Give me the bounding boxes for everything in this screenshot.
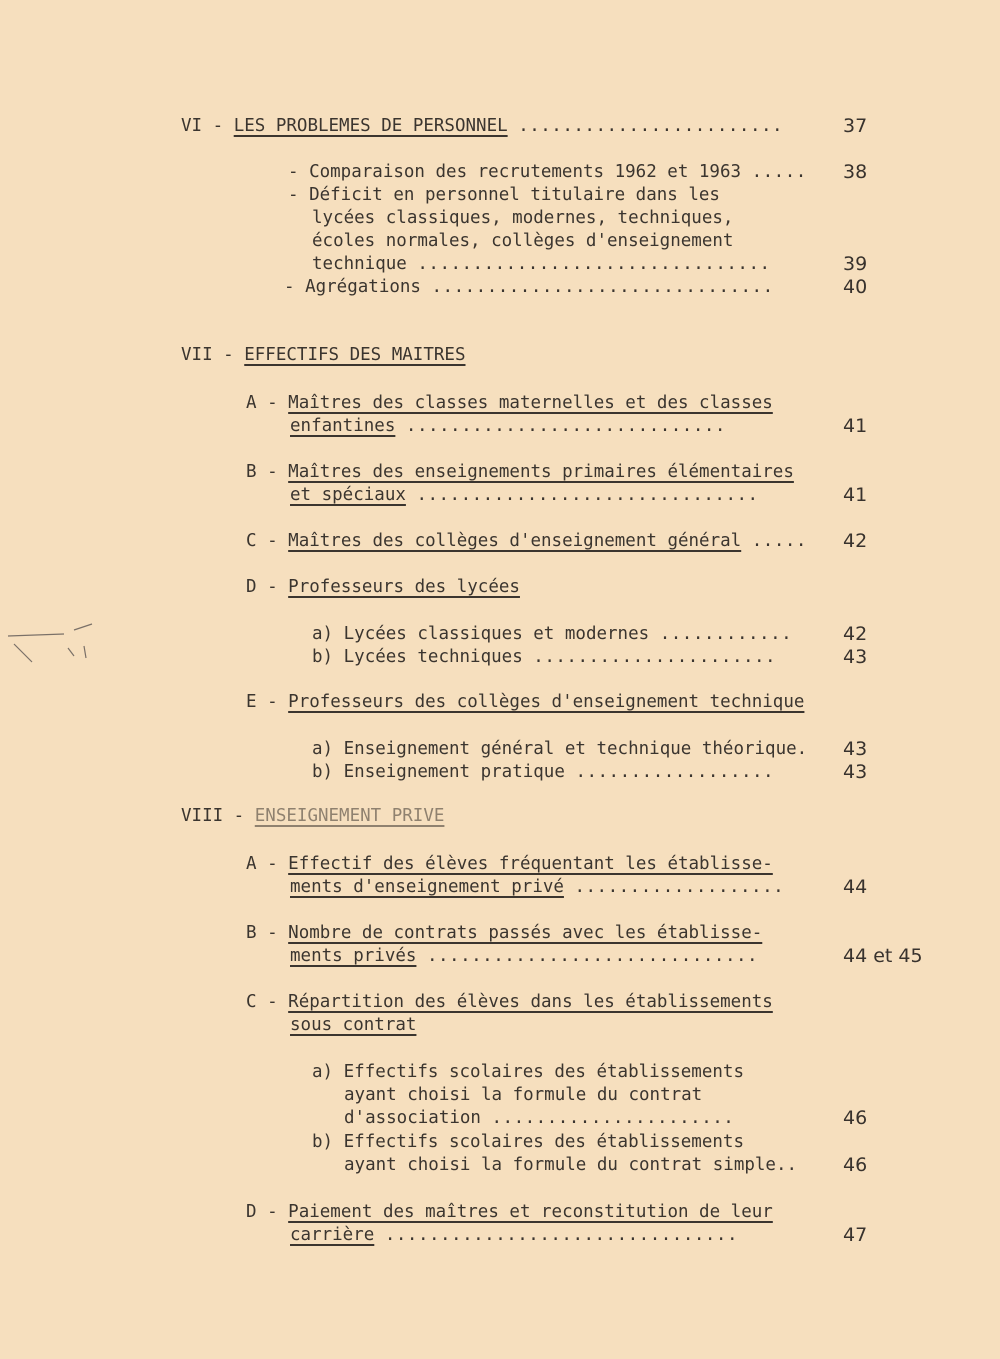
leader-dots: ........................ [518, 116, 784, 136]
entry-letter: B - [246, 462, 278, 482]
section-title: ENSEIGNEMENT PRIVE [254, 806, 445, 826]
entry-text: Effectifs scolaires des établissements [343, 1132, 744, 1152]
toc-entry [246, 1200, 773, 1224]
toc-entry [290, 1223, 738, 1247]
entry-letter: C - [246, 992, 278, 1012]
section-viii-heading [181, 804, 444, 828]
entry-text: Répartition des élèves dans les établissements [288, 992, 773, 1012]
entry-letter: D - [246, 577, 278, 597]
entry-letter: E - [246, 692, 278, 712]
toc-entry [284, 275, 774, 299]
section-title: LES PROBLEMES DE PERSONNEL [233, 116, 508, 136]
page-number: 43 [843, 646, 868, 668]
toc-subentry [344, 1106, 734, 1130]
toc-entry [246, 990, 773, 1014]
entry-text: Maîtres des collèges d'enseignement général [288, 531, 742, 551]
section-title: EFFECTIFS DES MAITRES [244, 345, 466, 365]
page-number: 47 [843, 1224, 868, 1246]
leader-dots: .............................. [426, 946, 759, 966]
toc-subentry [312, 760, 774, 784]
leader-dots: ................... [574, 877, 785, 897]
toc-entry [246, 391, 773, 415]
subentry-label: a) [312, 624, 334, 644]
entry-text: ments d'enseignement privé [290, 877, 564, 897]
toc-entry [290, 875, 784, 899]
leader-dots: ...................... [533, 647, 777, 667]
page-number: 42 [843, 623, 868, 645]
toc-entry [288, 160, 807, 184]
toc-subentry [312, 1060, 744, 1084]
toc-entry [246, 529, 807, 553]
entry-text: Nombre de contrats passés avec les établisse- [288, 923, 763, 943]
entry-letter: C - [246, 531, 278, 551]
leader-dots: ..... [751, 162, 807, 182]
subentry-label: a) [312, 1062, 334, 1082]
toc-entry [312, 252, 771, 276]
toc-entry [290, 1013, 416, 1037]
entry-text: Effectif des élèves fréquentant les établisse- [288, 854, 773, 874]
page-number: 41 [843, 415, 868, 437]
subentry-label: b) [312, 762, 334, 782]
leader-dots: ................................ [384, 1225, 738, 1245]
toc-subentry [312, 1130, 744, 1154]
pencil-mark [4, 622, 94, 672]
toc-entry [290, 483, 759, 507]
entry-text: Enseignement pratique [343, 762, 565, 782]
leader-dots: ............................... [431, 277, 774, 297]
entry-text: ments privés [290, 946, 417, 966]
page-number: 43 [843, 761, 868, 783]
section-number: VIII - [181, 806, 245, 826]
page-number: 40 [843, 276, 868, 298]
entry-text: Lycées classiques et modernes [343, 624, 650, 644]
entry-text: Maîtres des classes maternelles et des classes [288, 393, 773, 413]
subentry-label: a) [312, 739, 334, 759]
toc-entry [246, 460, 794, 484]
entry-text: - Déficit en personnel titulaire dans les [288, 185, 720, 205]
subentry-label: b) [312, 647, 334, 667]
entry-text: carrière [290, 1225, 375, 1245]
section-vii-heading [181, 343, 466, 367]
toc-entry [290, 414, 726, 438]
entry-text: ayant choisi la formule du contrat [344, 1085, 703, 1105]
entry-text: Lycées techniques [343, 647, 523, 667]
page-number: 38 [843, 161, 868, 183]
leader-dots: ..... [751, 531, 807, 551]
page-number: 46 [843, 1154, 868, 1176]
page-number: 43 [843, 738, 868, 760]
entry-text: Professeurs des collèges d'enseignement technique [288, 692, 805, 712]
toc-entry [290, 944, 758, 968]
toc-entry [246, 690, 804, 714]
leader-dots: ................................ [417, 254, 771, 274]
section-number: VI - [181, 116, 224, 136]
entry-text: enfantines [290, 416, 396, 436]
toc-subentry [312, 645, 776, 669]
entry-text: - Agrégations [284, 277, 421, 297]
section-number: VII - [181, 345, 234, 365]
entry-text: - Comparaison des recrutements 1962 et 1963 [288, 162, 742, 182]
entry-text: Effectifs scolaires des établissements [343, 1062, 744, 1082]
page-number: 41 [843, 484, 868, 506]
toc-entry [246, 921, 762, 945]
leader-dots: ............................. [405, 416, 726, 436]
page-number: 42 [843, 530, 868, 552]
entry-text: sous contrat [290, 1015, 417, 1035]
page-number: 46 [843, 1107, 868, 1129]
leader-dots: .................. [575, 762, 775, 782]
page-number: 39 [843, 253, 868, 275]
subentry-label: b) [312, 1132, 334, 1152]
entry-text: ayant choisi la formule du contrat simple.. [344, 1155, 798, 1175]
toc-subentry [312, 737, 807, 761]
entry-text: Professeurs des lycées [288, 577, 520, 597]
entry-text: lycées classiques, modernes, techniques, [312, 208, 734, 228]
entry-text: écoles normales, collèges d'enseignement [312, 231, 734, 251]
page-number: 44 et 45 [843, 945, 923, 967]
toc-subentry [312, 622, 792, 646]
entry-text: et spéciaux [290, 485, 406, 505]
entry-text: technique [312, 254, 407, 274]
entry-text: Paiement des maîtres et reconstitution de leur [288, 1202, 773, 1222]
entry-letter: D - [246, 1202, 278, 1222]
entry-letter: A - [246, 393, 278, 413]
leader-dots: ...................... [491, 1108, 735, 1128]
leader-dots: ............................... [416, 485, 759, 505]
leader-dots: ............ [659, 624, 793, 644]
section-vi-heading [181, 114, 783, 138]
entry-text: Enseignement général et technique théorique. [343, 739, 808, 759]
toc-entry [246, 852, 773, 876]
entry-text: Maîtres des enseignements primaires élémentaires [288, 462, 794, 482]
page-number: 44 [843, 876, 868, 898]
entry-letter: B - [246, 923, 278, 943]
page-number: 37 [843, 115, 868, 137]
toc-entry [246, 575, 520, 599]
entry-text: d'association [344, 1108, 481, 1128]
entry-letter: A - [246, 854, 278, 874]
